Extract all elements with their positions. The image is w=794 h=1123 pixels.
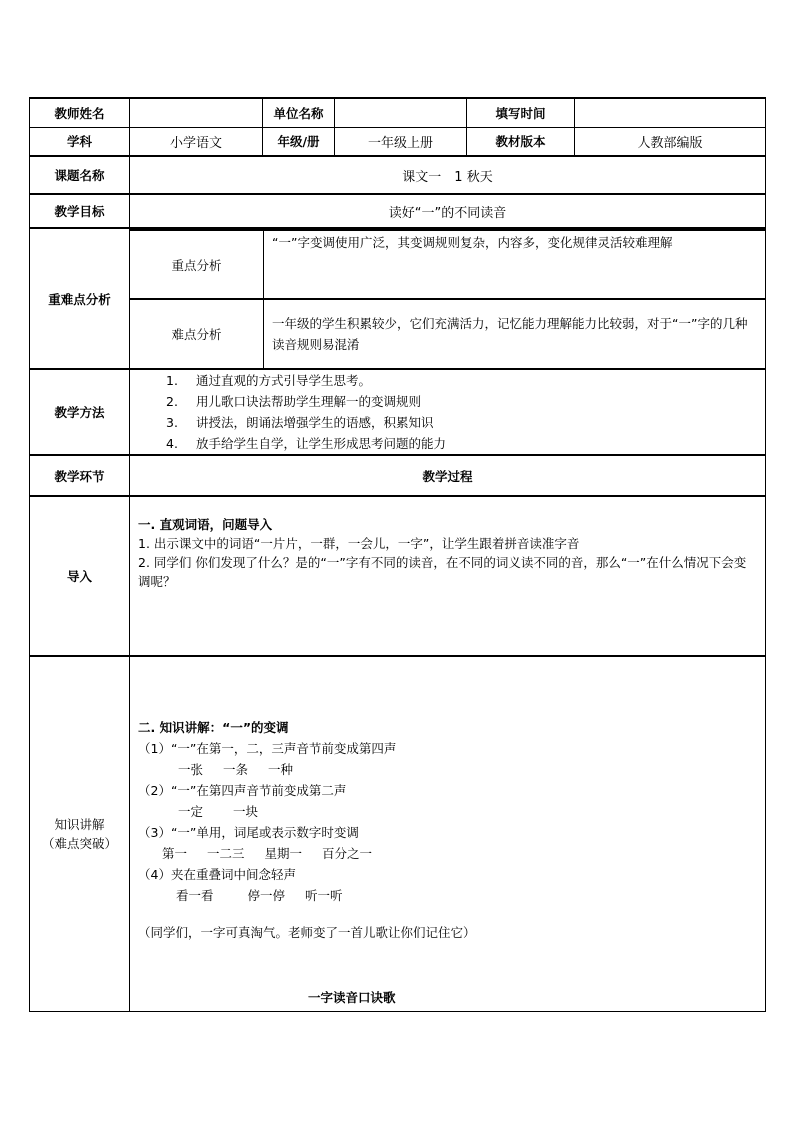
rule-1-examples: 一张 一条 一种 — [178, 762, 294, 777]
knowledge-label-cell — [30, 656, 130, 1011]
teacher-name-label: 教师姓名 — [30, 98, 130, 127]
rule-3-examples: 第一 一二三 星期一 百分之一 — [162, 846, 373, 861]
header-row — [30, 98, 766, 127]
lesson-title-value: 课文一 1 秋天 — [130, 156, 766, 194]
edition-value: 人教部编版 — [575, 127, 766, 156]
goal-row — [30, 194, 766, 228]
methods-row — [30, 369, 766, 455]
analysis-row — [30, 228, 766, 369]
method-list — [130, 370, 765, 454]
knowledge-label: 知识讲解 — [54, 816, 105, 832]
teacher-name-value[interactable] — [130, 98, 263, 127]
process-header-row — [30, 455, 766, 496]
intro-heading: 一. 直观词语，问题导入 — [138, 517, 273, 532]
rule-3: （3）“一”单用，词尾或表示数字时变调 — [138, 825, 359, 840]
intro-line-1: 1. 出示课文中的词语“一片片，一群，一会儿，一字”，让学生跟着拼音读准字音 — [138, 536, 580, 551]
rule-4-examples: 看一看 停一停 听一听 — [176, 888, 343, 903]
lesson-title-label: 课题名称 — [30, 156, 130, 194]
grade-label: 年级/册 — [263, 127, 335, 156]
analysis-subtable — [130, 229, 765, 368]
difficult-analysis-label: 难点分析 — [130, 299, 264, 368]
grade-value: 一年级上册 — [335, 127, 467, 156]
unit-name-value[interactable] — [335, 98, 467, 127]
rule-2-examples: 一定 一块 — [178, 804, 259, 819]
song-title: 一字读音口诀歌 — [308, 990, 396, 1005]
subject-label: 学科 — [30, 127, 130, 156]
fill-date-label: 填写时间 — [467, 98, 575, 127]
knowledge-sublabel: （难点突破） — [41, 835, 117, 851]
list-item: 4. 放手给学生自学，让学生形成思考问题的能力 — [166, 436, 447, 451]
intro-label: 导入 — [30, 496, 130, 656]
subject-row — [30, 127, 766, 156]
subject-value: 小学语文 — [130, 127, 263, 156]
rule-2: （2）“一”在第四声音节前变成第二声 — [138, 783, 347, 798]
knowledge-heading: 二. 知识讲解：“一”的变调 — [138, 720, 289, 735]
knowledge-cell — [130, 656, 766, 1011]
list-item: 3. 讲授法，朗诵法增强学生的语感，积累知识 — [166, 415, 434, 430]
knowledge-note: （同学们，一字可真淘气。老师变了一首儿歌让你们记住它） — [138, 925, 476, 940]
analysis-cell — [130, 228, 766, 369]
teaching-process-label: 教学过程 — [130, 455, 766, 496]
teaching-method-label: 教学方法 — [30, 369, 130, 455]
teaching-goal-label: 教学目标 — [30, 194, 130, 228]
lesson-plan-table — [29, 97, 766, 1012]
key-analysis-label: 重点分析 — [130, 230, 264, 299]
difficult-analysis-text: 一年级的学生积累较少，它们充满活力，记忆能力理解能力比较弱，对于“一”字的几种读音规则易混淆 — [264, 299, 766, 368]
fill-date-value[interactable] — [575, 98, 766, 127]
intro-cell — [130, 496, 766, 656]
lesson-row — [30, 156, 766, 194]
intro-row — [30, 496, 766, 656]
teaching-goal-value: 读好“一”的不同读音 — [130, 194, 766, 228]
list-item: 2. 用儿歌口诀法帮助学生理解一的变调规则 — [166, 394, 422, 409]
rule-4: （4）夹在重叠词中间念轻声 — [138, 867, 296, 882]
rule-1: （1）“一”在第一，二，三声音节前变成第四声 — [138, 741, 397, 756]
edition-label: 教材版本 — [467, 127, 575, 156]
key-analysis-text: “一”字变调使用广泛，其变调规则复杂，内容多，变化规律灵活较难理解 — [264, 230, 766, 299]
intro-line-2: 2. 同学们 你们发现了什么？是的“一”字有不同的读音，在不同的词义读不同的音，那么“一”在什么情况下会变调呢？ — [138, 555, 747, 589]
teaching-stage-label: 教学环节 — [30, 455, 130, 496]
knowledge-row — [30, 656, 766, 1011]
unit-name-label: 单位名称 — [263, 98, 335, 127]
analysis-label: 重难点分析 — [30, 228, 130, 369]
teaching-method-cell — [130, 369, 766, 455]
list-item: 1. 通过直观的方式引导学生思考。 — [166, 373, 372, 388]
